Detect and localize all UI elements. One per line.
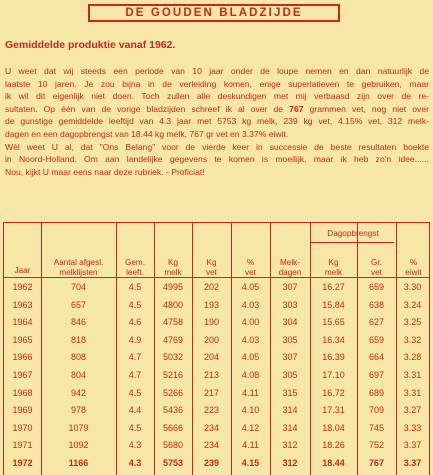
cell-kg-melk: 5666 bbox=[162, 422, 184, 433]
header-eiwit: % eiwit bbox=[405, 258, 422, 277]
cell-jaar: 1968 bbox=[12, 387, 33, 398]
paragraph-line: Nou, kijkt U maar eens naar deze rubriek. - Proficiat! bbox=[5, 166, 205, 177]
cell-gem-leeft: 4.7 bbox=[128, 352, 142, 363]
cell-melkdagen: 307 bbox=[282, 352, 298, 363]
cell-dag-kg-melk: 18.26 bbox=[322, 440, 345, 451]
cell-dag-kg-melk: 15.84 bbox=[322, 299, 345, 310]
cell-eiwit: 3.27 bbox=[403, 405, 422, 416]
cell-pct-vet: 4.03 bbox=[241, 334, 260, 345]
cell-pct-vet: 4.11 bbox=[242, 387, 259, 398]
cell-aantal: 1092 bbox=[68, 440, 89, 451]
cell-aantal: 818 bbox=[70, 334, 87, 345]
paragraph-line: Wèl weet U al, dat "Ons Belang" voor de vierde keer in successie de beste resultaten boekte bbox=[5, 141, 429, 152]
cell-eiwit: 3.32 bbox=[403, 334, 422, 345]
table-row bbox=[4, 280, 429, 296]
cell-dag-gr-vet: 709 bbox=[368, 405, 385, 416]
header-dag-gr-vet: Gr. vet bbox=[371, 258, 382, 277]
cell-pct-vet: 4.12 bbox=[241, 422, 260, 433]
cell-pct-vet: 4.15 bbox=[241, 458, 260, 468]
cell-dag-kg-melk: 18.04 bbox=[322, 422, 345, 433]
cell-eiwit: 3.33 bbox=[403, 422, 422, 433]
cell-pct-vet: 4.11 bbox=[242, 440, 259, 451]
paragraph-line bbox=[5, 103, 429, 116]
cell-jaar: 1966 bbox=[12, 352, 33, 363]
cell-dag-gr-vet: 627 bbox=[368, 317, 385, 328]
header-jaar: Jaar bbox=[14, 266, 31, 275]
cell-kg-melk: 4769 bbox=[162, 334, 184, 345]
subtitle: Gemiddelde produktie vanaf 1962. bbox=[5, 39, 176, 51]
header-gem-leeft: Gem. leeft. bbox=[124, 258, 146, 277]
cell-jaar: 1971 bbox=[12, 440, 33, 451]
cell-dag-gr-vet: 745 bbox=[368, 422, 385, 433]
cell-dag-kg-melk: 16.39 bbox=[322, 352, 345, 363]
cell-eiwit: 3.37 bbox=[403, 440, 422, 451]
cell-gem-leeft: 4.3 bbox=[128, 440, 142, 451]
header-kg-vet: Kg vet bbox=[206, 258, 217, 277]
header-kg-melk: Kg melk bbox=[164, 258, 182, 277]
cell-kg-vet: 202 bbox=[203, 282, 220, 292]
table-row bbox=[4, 350, 429, 366]
paragraph-line: de gunstige gemiddelde leeftijd van 4.3 jaar met 5753 kg melk, 239 kg vet, 4.15% vet, 312 melk- bbox=[5, 116, 429, 127]
cell-aantal: 846 bbox=[70, 317, 87, 328]
cell-melkdagen: 312 bbox=[282, 440, 298, 451]
header-dagopbrengst: Dagopbrengst bbox=[327, 229, 379, 238]
cell-dag-gr-vet: 697 bbox=[368, 370, 385, 380]
header-pct-vet: % vet bbox=[245, 258, 256, 277]
paragraph-line: laatste 10 jaren. Je zou bijna in de verleiding komen, enige superlatieven te gebruiken, maar bbox=[5, 78, 429, 89]
cell-kg-melk: 5753 bbox=[162, 458, 184, 468]
cell-dag-gr-vet: 664 bbox=[368, 352, 385, 363]
highlight-number: 767 bbox=[289, 103, 304, 114]
cell-aantal: 808 bbox=[70, 352, 87, 363]
cell-melkdagen: 305 bbox=[282, 370, 298, 380]
cell-gem-leeft: 4.5 bbox=[128, 422, 142, 433]
intro-paragraph bbox=[5, 65, 429, 178]
paragraph-line: dagen en een dagopbrengst van 18.44 kg melk, 767 gr vet en 3.37% eiwit. bbox=[5, 128, 289, 139]
cell-gem-leeft: 4.7 bbox=[128, 370, 142, 380]
cell-pct-vet: 4.10 bbox=[241, 405, 260, 416]
cell-jaar: 1962 bbox=[12, 282, 33, 292]
title-box bbox=[88, 4, 340, 22]
cell-eiwit: 3.30 bbox=[403, 282, 422, 292]
cell-melkdagen: 315 bbox=[282, 387, 298, 398]
cell-gem-leeft: 4.5 bbox=[128, 299, 142, 310]
cell-aantal: 657 bbox=[70, 299, 87, 310]
cell-kg-vet: 204 bbox=[203, 352, 220, 363]
cell-kg-melk: 5680 bbox=[162, 440, 184, 451]
header-dag-kg-melk: Kg melk bbox=[324, 258, 343, 277]
cell-pct-vet: 4.03 bbox=[241, 299, 260, 310]
cell-dag-kg-melk: 16.34 bbox=[322, 334, 345, 345]
cell-kg-vet: 200 bbox=[203, 334, 220, 345]
cell-kg-melk: 5032 bbox=[162, 352, 184, 363]
cell-aantal: 804 bbox=[70, 370, 87, 380]
table-row bbox=[4, 333, 429, 349]
page-title: DE GOUDEN BLADZIJDE bbox=[125, 7, 303, 19]
cell-dag-gr-vet: 752 bbox=[368, 440, 385, 451]
cell-jaar: 1965 bbox=[12, 334, 33, 345]
cell-kg-melk: 4995 bbox=[162, 282, 184, 292]
cell-kg-melk: 5266 bbox=[162, 387, 184, 398]
cell-kg-vet: 223 bbox=[203, 405, 220, 416]
cell-kg-melk: 4800 bbox=[162, 299, 184, 310]
cell-kg-vet: 190 bbox=[203, 317, 220, 328]
cell-dag-kg-melk: 15.65 bbox=[322, 317, 345, 328]
cell-gem-leeft: 4.5 bbox=[128, 282, 142, 292]
cell-eiwit: 3.31 bbox=[403, 370, 422, 380]
cell-jaar: 1964 bbox=[12, 317, 33, 328]
table-row bbox=[4, 368, 429, 384]
cell-melkdagen: 312 bbox=[282, 458, 298, 468]
cell-dag-gr-vet: 659 bbox=[368, 282, 385, 292]
cell-dag-gr-vet: 659 bbox=[368, 334, 385, 345]
table-row bbox=[4, 386, 429, 402]
paragraph-line: U weet dat wij steeds een periode van 10 jaar onder de loupe nemen en dan natuurlijk de bbox=[5, 66, 429, 76]
cell-dag-kg-melk: 16.27 bbox=[322, 282, 345, 292]
cell-aantal: 1079 bbox=[68, 422, 89, 433]
cell-eiwit: 3.24 bbox=[403, 299, 422, 310]
cell-melkdagen: 304 bbox=[282, 317, 298, 328]
cell-jaar: 1967 bbox=[12, 370, 33, 380]
table-row bbox=[4, 315, 429, 331]
cell-dag-gr-vet: 767 bbox=[368, 458, 385, 468]
cell-kg-vet: 213 bbox=[203, 370, 220, 380]
production-table bbox=[3, 222, 430, 475]
cell-aantal: 1166 bbox=[68, 458, 89, 468]
cell-eiwit: 3.25 bbox=[403, 317, 422, 328]
cell-jaar: 1963 bbox=[12, 299, 33, 310]
table-row bbox=[4, 421, 429, 437]
cell-pct-vet: 4.08 bbox=[241, 370, 260, 380]
table-row bbox=[4, 403, 429, 419]
dagopbrengst-underline bbox=[310, 242, 394, 243]
cell-aantal: 978 bbox=[70, 405, 87, 416]
cell-dag-gr-vet: 689 bbox=[368, 387, 385, 398]
cell-kg-vet: 217 bbox=[203, 387, 220, 398]
cell-gem-leeft: 4.4 bbox=[128, 405, 142, 416]
cell-kg-melk: 5436 bbox=[162, 405, 184, 416]
cell-gem-leeft: 4.9 bbox=[128, 334, 142, 345]
cell-melkdagen: 305 bbox=[282, 334, 298, 345]
cell-melkdagen: 307 bbox=[282, 282, 298, 292]
table-row bbox=[4, 298, 429, 314]
table-row bbox=[4, 456, 429, 472]
cell-aantal: 704 bbox=[70, 282, 87, 292]
cell-kg-melk: 5216 bbox=[162, 370, 184, 380]
cell-dag-kg-melk: 18.44 bbox=[322, 458, 345, 468]
cell-kg-vet: 234 bbox=[203, 422, 220, 433]
cell-gem-leeft: 4.6 bbox=[128, 317, 142, 328]
cell-eiwit: 3.37 bbox=[403, 458, 422, 468]
cell-jaar: 1972 bbox=[12, 458, 33, 468]
paragraph-line: ik wil dit eigenlijk niet doen. Toch zullen alle deskundigen met mij verbaasd zijn over de re- bbox=[5, 91, 429, 102]
cell-pct-vet: 4.00 bbox=[241, 317, 260, 328]
header-melkdagen: Melk- dagen bbox=[278, 258, 302, 277]
cell-melkdagen: 314 bbox=[282, 422, 298, 433]
cell-pct-vet: 4.05 bbox=[241, 352, 260, 363]
cell-pct-vet: 4.05 bbox=[241, 282, 260, 292]
cell-jaar: 1969 bbox=[12, 405, 33, 416]
cell-kg-melk: 4758 bbox=[162, 317, 184, 328]
cell-melkdagen: 303 bbox=[282, 299, 298, 310]
header-aantal: Aantal afgesl. melklijsten bbox=[53, 258, 104, 277]
cell-gem-leeft: 4.3 bbox=[128, 458, 142, 468]
cell-eiwit: 3.31 bbox=[403, 387, 422, 398]
cell-melkdagen: 314 bbox=[282, 405, 298, 416]
table-row bbox=[4, 438, 429, 454]
cell-dag-kg-melk: 16.72 bbox=[322, 387, 345, 398]
line-text: sultaten. Op één van de vorige bladzijden schreef ik al over de bbox=[5, 103, 290, 114]
cell-kg-vet: 239 bbox=[203, 458, 220, 468]
paragraph-line: in Noord-Holland. Om aan landelijke gegevens te komen is moeilijk, maar ik heb zo'n idee...... bbox=[5, 154, 429, 165]
cell-gem-leeft: 4.5 bbox=[128, 387, 142, 398]
cell-dag-gr-vet: 638 bbox=[368, 299, 385, 310]
cell-dag-kg-melk: 17.31 bbox=[322, 405, 345, 416]
cell-dag-kg-melk: 17.10 bbox=[322, 370, 345, 380]
cell-jaar: 1970 bbox=[12, 422, 33, 433]
cell-eiwit: 3.28 bbox=[403, 352, 422, 363]
cell-kg-vet: 193 bbox=[203, 299, 220, 310]
cell-kg-vet: 234 bbox=[203, 440, 220, 451]
cell-aantal: 942 bbox=[70, 387, 87, 398]
line-text: grammen vet, nog niet over bbox=[303, 103, 429, 114]
